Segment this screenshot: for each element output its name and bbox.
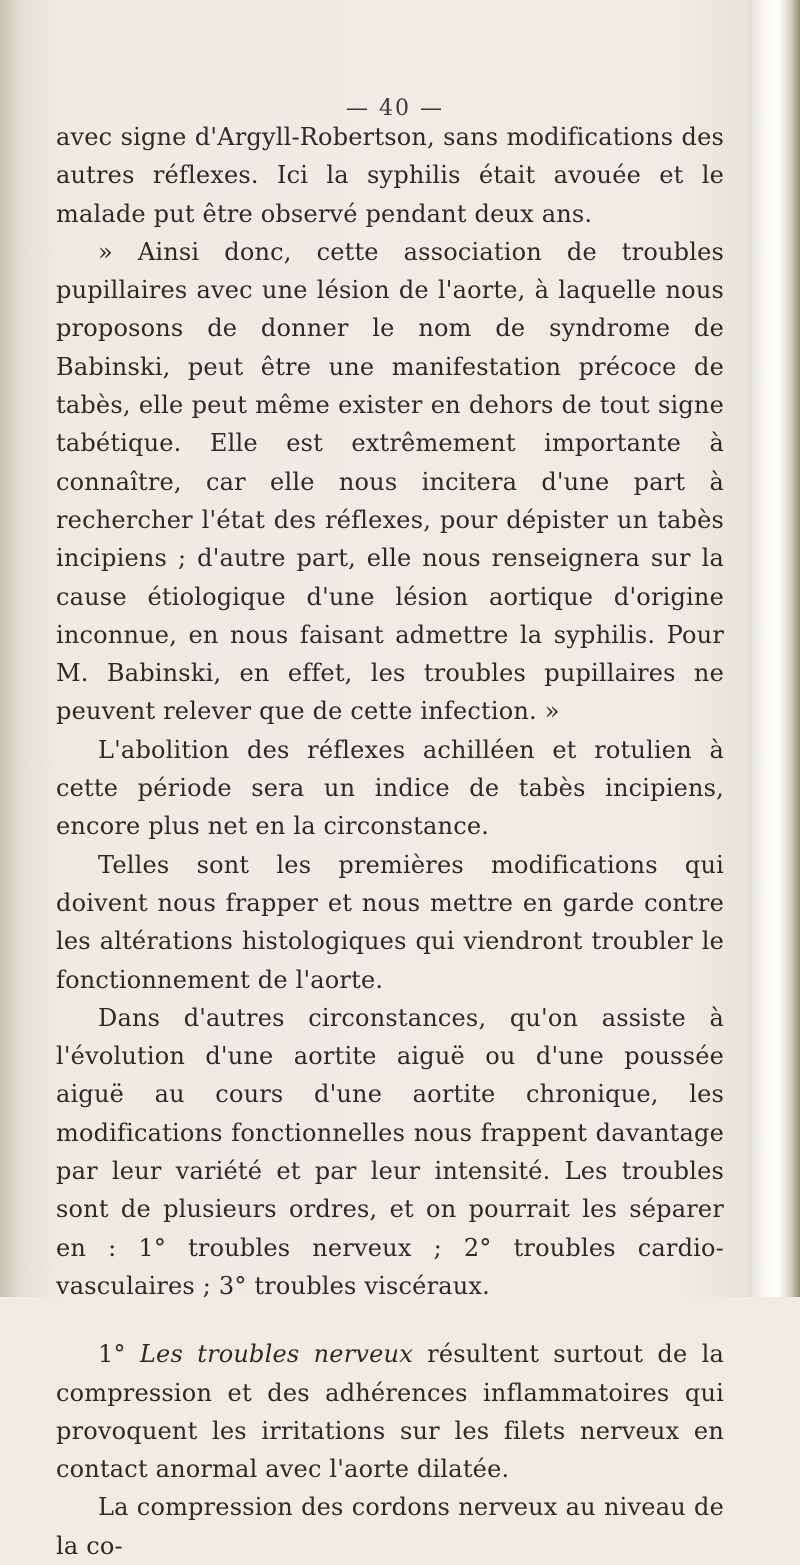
body-text — [56, 118, 724, 1565]
paragraph-7: La compression des cordons nerveux au niveau de la co- — [56, 1493, 724, 1560]
paragraph-5: Dans d'autres circonstances, qu'on assiste à l'évolution d'une aortite aiguë ou d'une poussée aiguë au cours d'une aortite chronique, les modifications fonctionnelles nous frappent davantage par leur variété et par leur intensité. Les troubles sont de plusieurs ordres, et on pourrait les séparer en : 1° troubles nerveux ; 2° troubles cardio-vasculaires ; 3° troubles viscéraux. — [56, 1003, 724, 1300]
section-number: 1° — [98, 1340, 126, 1369]
paragraph-2: » Ainsi donc, cette association de troubles pupillaires avec une lésion de l'aorte, à laquelle nous proposons de donner le nom de syndrome de Babinski, peut être une manifestation précoce de tabès, elle peut même exister en dehors de tout signe tabétique. Elle est extrêmement importante à connaître, car elle nous incitera d'une part à rechercher l'état des réflexes, pour dépister un tabès incipiens ; d'autre part, elle nous renseignera sur la cause étiologique d'une lésion aortique d'origine inconnue, en nous faisant admettre la syphilis. Pour M. Babinski, en effet, les troubles pupillaires ne peuvent relever que de cette infection. » — [56, 237, 724, 726]
page-number: — 40 — — [346, 96, 444, 121]
book-spine-edge — [752, 0, 800, 1297]
paragraph-4: Telles sont les premières modifications qui doivent nous frapper et nous mettre en garde contre les altérations histologiques qui viendront troubler le fonctionnement de l'aorte. — [56, 850, 724, 994]
paragraph-3: L'abolition des réflexes achilléen et rotulien à cette période sera un indice de tabès incipiens, encore plus net en la circonstance. — [56, 735, 724, 841]
paragraph-1: avec signe d'Argyll-Robertson, sans modifications des autres réflexes. Ici la syphilis était avouée et le malade put être observé pendant deux ans. — [56, 123, 724, 228]
section-heading: Les troubles nerveux — [139, 1340, 413, 1369]
section-text: résultent surtout de la compression et des adhérences inflammatoires qui provoquent les irritations sur les filets nerveux en contact anormal avec l'aorte dilatée. — [56, 1340, 724, 1484]
paragraph-6 — [56, 1335, 724, 1488]
